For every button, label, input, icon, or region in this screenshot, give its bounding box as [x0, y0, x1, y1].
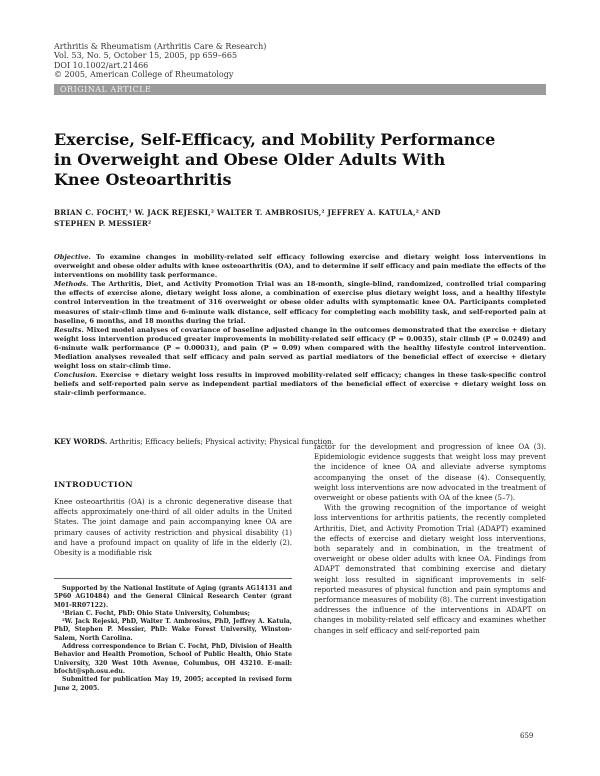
page-number: 659	[520, 732, 534, 740]
abstract-objective	[54, 253, 546, 280]
methods-label: Methods.	[54, 280, 89, 289]
journal-line-1: Arthritis & Rheumatism (Arthritis Care & Research)	[54, 42, 267, 51]
keywords-label: KEY WORDS.	[54, 437, 108, 446]
left-body	[54, 497, 292, 558]
right-column	[314, 442, 546, 636]
methods-text: The Arthritis, Diet, and Activity Promotion Trial was an 18-month, single-blind, randomized, controlled trial comparing the effects of exercise alone, dietary weight loss alone, a combination of exercise plus dietary weight loss, and a healthy lifestyle control intervention in the treatment of 316 overweight or obese older adults with symptomatic knee OA. Participants completed measures of stair-climb time and 6-minute walk distance, self efficacy for completing each mobility task, and self-reported pain at baseline, 6 months, and 18 months during the trial.	[54, 280, 547, 325]
author-list	[54, 207, 546, 229]
footnote-submitted: Submitted for publication May 19, 2005; accepted in revised form June 2, 2005.	[54, 676, 292, 692]
journal-line-2: Vol. 53, No. 5, October 15, 2005, pp 659–665	[54, 51, 238, 61]
section-band	[54, 84, 546, 95]
footnote-affiliation-1: ¹Brian C. Focht, PhD: Ohio State University, Columbus;	[62, 609, 250, 617]
section-label: ORIGINAL ARTICLE	[60, 85, 152, 94]
intro-paragraph-3: With the growing recognition of the importance of weight loss interventions for arthritis patients, the recently completed Arthritis, Diet, and Activity Promotion Trial (ADAPT) examined the effects of exercise and dietary weight loss interventions, both separately and in combination, in the treatment of overweight or obese older adults with knee OA. Findings from ADAPT demonstrated that combining exercise and dietary weight loss resulted in significant improvements in self-reported measures of physical function and pain symptoms and performance measures of mobility (8). The current investigation addresses the influence of the interventions in ADAPT on changes in mobility-related self efficacy and examines whether changes in self efficacy and self-reported pain	[314, 503, 546, 635]
conclusion-label: Conclusion.	[54, 371, 98, 380]
introduction-heading: INTRODUCTION	[54, 480, 133, 489]
results-label: Results.	[54, 325, 84, 334]
footnotes	[54, 585, 292, 693]
abstract	[54, 253, 546, 399]
footnote-rule	[54, 578, 292, 579]
doi: DOI 10.1002/art.21466	[54, 60, 149, 70]
abstract-conclusion	[54, 371, 546, 398]
conclusion-text: Exercise + dietary weight loss results in improved mobility-related self efficacy; changes in these task-specific control beliefs and self-reported pain serve as independent partial mediators of the beneficial effect of exercise + dietary weight loss on stair-climb performance.	[54, 371, 546, 398]
footnote-support: Supported by the National Institute of Aging (grants AG14131 and 5P60 AG10484) and the General Clinical Research Center (grant M01-RR07122).	[54, 585, 292, 609]
footnote-affiliation-2: ²W. Jack Rejeski, PhD, Walter T. Ambrosius, PhD, Jeffrey A. Katula, PhD, Stephen P. Messier, PhD: Wake Forest University, Winston-Salem, North Carolina.	[54, 618, 292, 642]
authors-line-2: STEPHEN P. MESSIER²	[54, 219, 152, 228]
results-text: Mixed model analyses of covariance of baseline adjusted change in the outcomes demonstrated that the exercise + dietary weight loss intervention produced greater improvements in mobility-related self efficacy (P = 0.0035), stair climb (P = 0.0249) and 6-minute walk performance (P = 0.00031), and pain (P = 0.09) when compared with the healthy lifestyle control intervention. Mediation analyses revealed that self efficacy and pain served as partial mediators of the beneficial effect of exercise + dietary weight loss on stair-climb time.	[54, 325, 546, 371]
keywords-text: Arthritis; Efficacy beliefs; Physical activity; Physical function.	[109, 437, 334, 446]
journal-citation	[54, 42, 266, 80]
title-line-3: Knee Osteoarthritis	[54, 170, 232, 189]
right-body	[314, 442, 546, 636]
copyright: © 2005, American College of Rheumatology	[54, 70, 234, 80]
intro-paragraph-1: Knee osteoarthritis (OA) is a chronic degenerative disease that affects approximately one-third of all older adults in the United States. The joint damage and pain accompanying knee OA are primary causes of activity restriction and physical disability (1) and have a profound impact on quality of life in the elderly (2). Obesity is a modifiable risk	[54, 497, 292, 558]
footnote-correspondence: Address correspondence to Brian C. Focht, PhD, Division of Health Behavior and Health Promotion, School of Public Health, Ohio State University, 320 West 10th Avenue, Columbus, OH 43210. E-mail: bfocht@sph.osu.edu.	[54, 643, 292, 675]
authors-line-1: BRIAN C. FOCHT,¹ W. JACK REJESKI,² WALTER T. AMBROSIUS,² JEFFREY A. KATULA,² AND	[54, 208, 441, 217]
left-column	[54, 480, 292, 558]
title-line-1: Exercise, Self-Efficacy, and Mobility Performance	[54, 130, 496, 149]
objective-text: To examine changes in mobility-related self efficacy following exercise and dietary weight loss interventions in overweight and obese older adults with knee osteoarthritis (OA), and to determine if self efficacy and pain mediate the effects of the interventions on mobility task performance.	[54, 253, 546, 280]
abstract-results	[54, 326, 546, 371]
article-title	[54, 130, 546, 190]
title-line-2: in Overweight and Obese Older Adults With	[54, 150, 446, 169]
abstract-methods	[54, 280, 546, 325]
objective-label: Objective.	[54, 253, 91, 261]
intro-paragraph-2: factor for the development and progression of knee OA (3). Epidemiologic evidence suggests that weight loss may prevent the incidence of knee OA and alleviate adverse symptoms accompanying the onset of the disease (4). Consequently, weight loss interventions are now advocated in the treatment of overweight or obese patients with OA of the knee (5–7).	[314, 442, 546, 503]
